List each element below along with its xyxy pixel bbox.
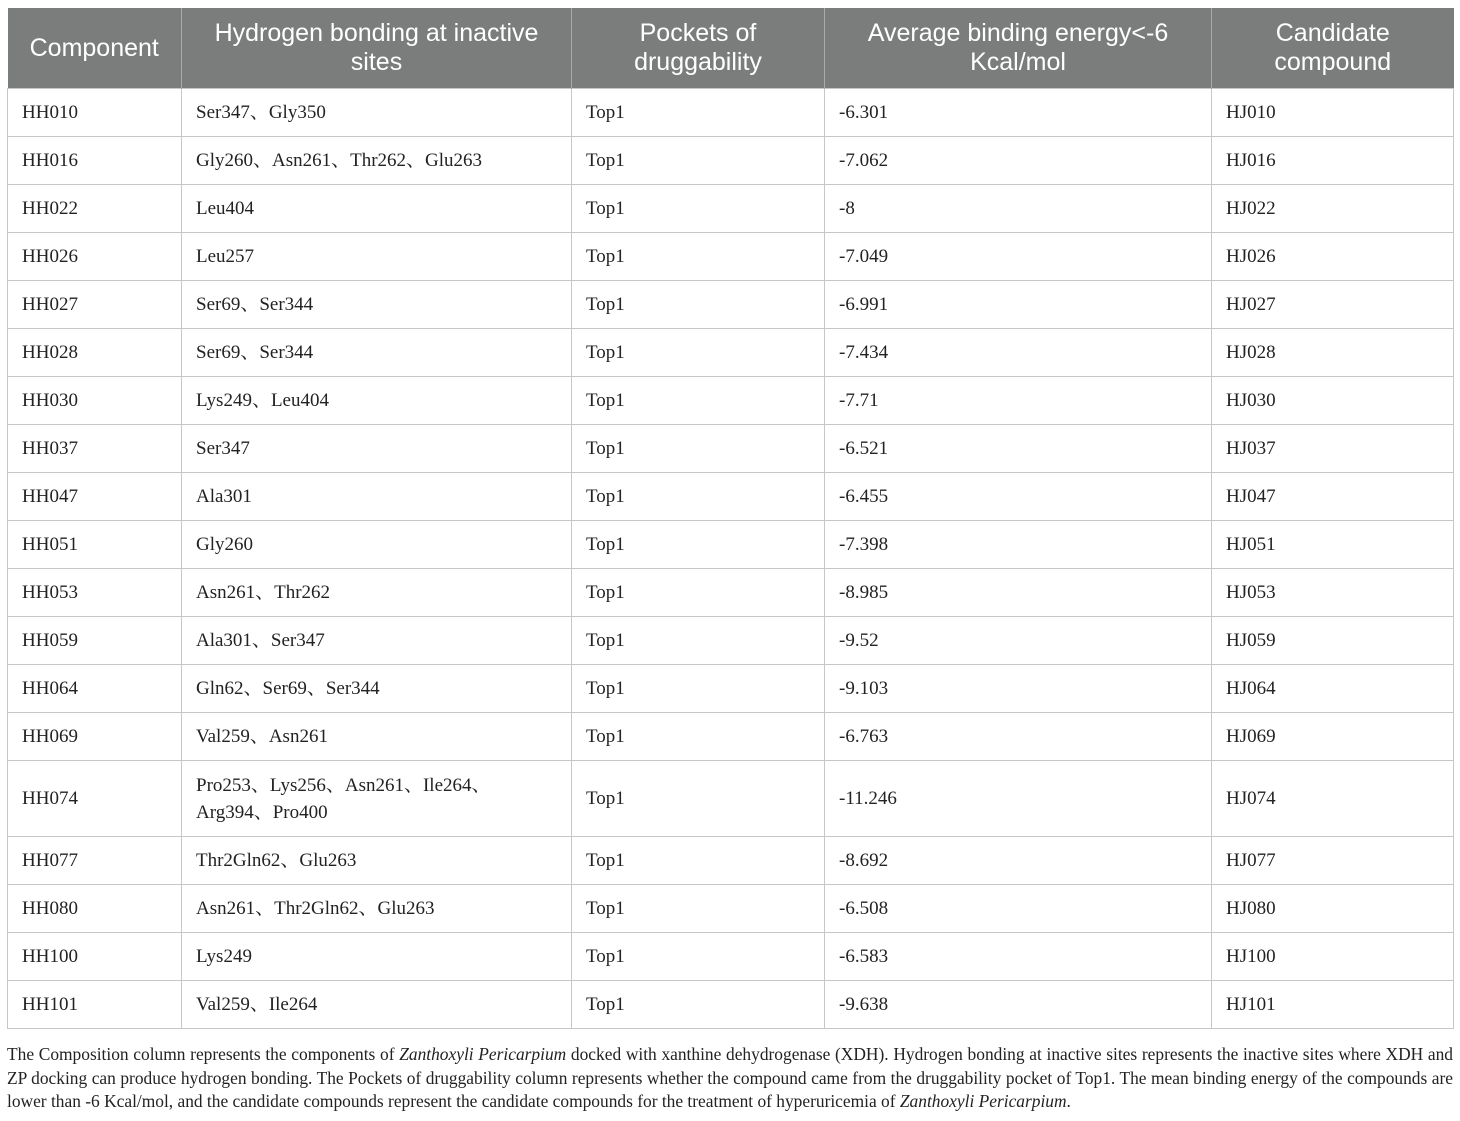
cell-hydrogen-bonding: Val259、Ile264	[182, 981, 572, 1029]
header-component: Component	[8, 8, 182, 89]
cell-component: HH030	[8, 377, 182, 425]
cell-pocket: Top1	[572, 233, 825, 281]
cell-candidate: HJ030	[1212, 377, 1454, 425]
table-body	[8, 89, 1454, 1029]
cell-binding-energy: -6.763	[825, 713, 1212, 761]
cell-binding-energy: -6.991	[825, 281, 1212, 329]
cell-hydrogen-bonding: Pro253、Lys256、Asn261、Ile264、Arg394、Pro400	[182, 761, 572, 837]
cell-binding-energy: -7.434	[825, 329, 1212, 377]
cell-pocket: Top1	[572, 281, 825, 329]
cell-hydrogen-bonding: Thr2Gln62、Glu263	[182, 837, 572, 885]
cell-binding-energy: -8.692	[825, 837, 1212, 885]
cell-pocket: Top1	[572, 933, 825, 981]
cell-binding-energy: -8.985	[825, 569, 1212, 617]
cell-candidate: HJ010	[1212, 89, 1454, 137]
cell-candidate: HJ053	[1212, 569, 1454, 617]
cell-component: HH028	[8, 329, 182, 377]
cell-component: HH027	[8, 281, 182, 329]
cell-hydrogen-bonding: Ser347	[182, 425, 572, 473]
table-row	[8, 885, 1454, 933]
cell-candidate: HJ037	[1212, 425, 1454, 473]
cell-component: HH037	[8, 425, 182, 473]
cell-binding-energy: -6.301	[825, 89, 1212, 137]
cell-hydrogen-bonding: Asn261、Thr262	[182, 569, 572, 617]
table-row	[8, 713, 1454, 761]
table-row	[8, 137, 1454, 185]
cell-binding-energy: -7.049	[825, 233, 1212, 281]
cell-binding-energy: -11.246	[825, 761, 1212, 837]
cell-candidate: HJ069	[1212, 713, 1454, 761]
footnote-text-1: The Composition column represents the components of	[7, 1044, 400, 1064]
footnote-text-2: docked with xanthine dehydrogenase (XDH). Hydrogen bonding at inactive sites represents the inactive sites where XDH and ZP docking can produce hydrogen bonding. The Pockets of druggability column represents whether the compound came from the druggability pocket of Top1. The mean binding energy of the compounds are lower than -6 Kcal/mol, and the candidate compounds represent the candidate compounds for the treatment of hyperuricemia of	[7, 1044, 1454, 1111]
cell-hydrogen-bonding: Gly260	[182, 521, 572, 569]
cell-candidate: HJ016	[1212, 137, 1454, 185]
cell-candidate: HJ074	[1212, 761, 1454, 837]
cell-binding-energy: -9.638	[825, 981, 1212, 1029]
cell-binding-energy: -7.398	[825, 521, 1212, 569]
cell-binding-energy: -8	[825, 185, 1212, 233]
cell-candidate: HJ080	[1212, 885, 1454, 933]
cell-hydrogen-bonding: Leu257	[182, 233, 572, 281]
cell-binding-energy: -9.52	[825, 617, 1212, 665]
cell-component: HH074	[8, 761, 182, 837]
cell-binding-energy: -6.508	[825, 885, 1212, 933]
cell-candidate: HJ028	[1212, 329, 1454, 377]
table-footnote	[7, 1043, 1453, 1114]
cell-candidate: HJ022	[1212, 185, 1454, 233]
cell-component: HH022	[8, 185, 182, 233]
cell-pocket: Top1	[572, 521, 825, 569]
header-binding-energy: Average binding energy<-6 Kcal/mol	[825, 8, 1212, 89]
table-row	[8, 569, 1454, 617]
cell-hydrogen-bonding: Ser69、Ser344	[182, 329, 572, 377]
cell-pocket: Top1	[572, 837, 825, 885]
cell-pocket: Top1	[572, 329, 825, 377]
table-row	[8, 837, 1454, 885]
cell-pocket: Top1	[572, 981, 825, 1029]
footnote-species-1: Zanthoxyli Pericarpium	[399, 1044, 567, 1064]
cell-component: HH053	[8, 569, 182, 617]
table-row	[8, 185, 1454, 233]
footnote-species-2: Zanthoxyli Pericarpium	[899, 1091, 1067, 1111]
cell-pocket: Top1	[572, 617, 825, 665]
cell-pocket: Top1	[572, 885, 825, 933]
cell-hydrogen-bonding: Ala301、Ser347	[182, 617, 572, 665]
docking-results-table	[7, 8, 1454, 1029]
cell-component: HH100	[8, 933, 182, 981]
cell-binding-energy: -7.71	[825, 377, 1212, 425]
cell-component: HH026	[8, 233, 182, 281]
cell-component: HH051	[8, 521, 182, 569]
cell-candidate: HJ026	[1212, 233, 1454, 281]
cell-hydrogen-bonding: Gln62、Ser69、Ser344	[182, 665, 572, 713]
cell-candidate: HJ047	[1212, 473, 1454, 521]
cell-candidate: HJ077	[1212, 837, 1454, 885]
cell-hydrogen-bonding: Val259、Asn261	[182, 713, 572, 761]
table-header-row	[8, 8, 1454, 89]
cell-component: HH101	[8, 981, 182, 1029]
cell-component: HH077	[8, 837, 182, 885]
cell-hydrogen-bonding: Ser347、Gly350	[182, 89, 572, 137]
header-candidate: Candidate compound	[1212, 8, 1454, 89]
cell-pocket: Top1	[572, 425, 825, 473]
header-pockets: Pockets of druggability	[572, 8, 825, 89]
cell-hydrogen-bonding: Lys249、Leu404	[182, 377, 572, 425]
table-row	[8, 761, 1454, 837]
table-row	[8, 981, 1454, 1029]
table-row	[8, 425, 1454, 473]
cell-component: HH010	[8, 89, 182, 137]
table-row	[8, 233, 1454, 281]
cell-hydrogen-bonding: Leu404	[182, 185, 572, 233]
cell-candidate: HJ059	[1212, 617, 1454, 665]
cell-hydrogen-bonding: Gly260、Asn261、Thr262、Glu263	[182, 137, 572, 185]
cell-binding-energy: -6.583	[825, 933, 1212, 981]
cell-candidate: HJ100	[1212, 933, 1454, 981]
cell-pocket: Top1	[572, 89, 825, 137]
cell-binding-energy: -7.062	[825, 137, 1212, 185]
header-hydrogen-bonding: Hydrogen bonding at inactive sites	[182, 8, 572, 89]
table-row	[8, 89, 1454, 137]
cell-binding-energy: -9.103	[825, 665, 1212, 713]
cell-hydrogen-bonding: Ser69、Ser344	[182, 281, 572, 329]
cell-hydrogen-bonding: Lys249	[182, 933, 572, 981]
cell-component: HH059	[8, 617, 182, 665]
cell-pocket: Top1	[572, 569, 825, 617]
cell-candidate: HJ064	[1212, 665, 1454, 713]
cell-pocket: Top1	[572, 713, 825, 761]
cell-candidate: HJ101	[1212, 981, 1454, 1029]
cell-component: HH069	[8, 713, 182, 761]
table-row	[8, 473, 1454, 521]
cell-component: HH047	[8, 473, 182, 521]
cell-hydrogen-bonding: Asn261、Thr2Gln62、Glu263	[182, 885, 572, 933]
cell-binding-energy: -6.455	[825, 473, 1212, 521]
cell-candidate: HJ051	[1212, 521, 1454, 569]
cell-component: HH016	[8, 137, 182, 185]
cell-candidate: HJ027	[1212, 281, 1454, 329]
table-row	[8, 665, 1454, 713]
cell-pocket: Top1	[572, 377, 825, 425]
footnote-text-3: .	[1066, 1091, 1071, 1111]
table-row	[8, 521, 1454, 569]
table-row	[8, 377, 1454, 425]
cell-pocket: Top1	[572, 473, 825, 521]
cell-pocket: Top1	[572, 665, 825, 713]
cell-pocket: Top1	[572, 185, 825, 233]
cell-component: HH080	[8, 885, 182, 933]
table-row	[8, 933, 1454, 981]
cell-component: HH064	[8, 665, 182, 713]
cell-pocket: Top1	[572, 137, 825, 185]
cell-binding-energy: -6.521	[825, 425, 1212, 473]
results-table-container	[7, 8, 1453, 1029]
table-row	[8, 281, 1454, 329]
table-row	[8, 329, 1454, 377]
cell-hydrogen-bonding: Ala301	[182, 473, 572, 521]
cell-pocket: Top1	[572, 761, 825, 837]
table-row	[8, 617, 1454, 665]
